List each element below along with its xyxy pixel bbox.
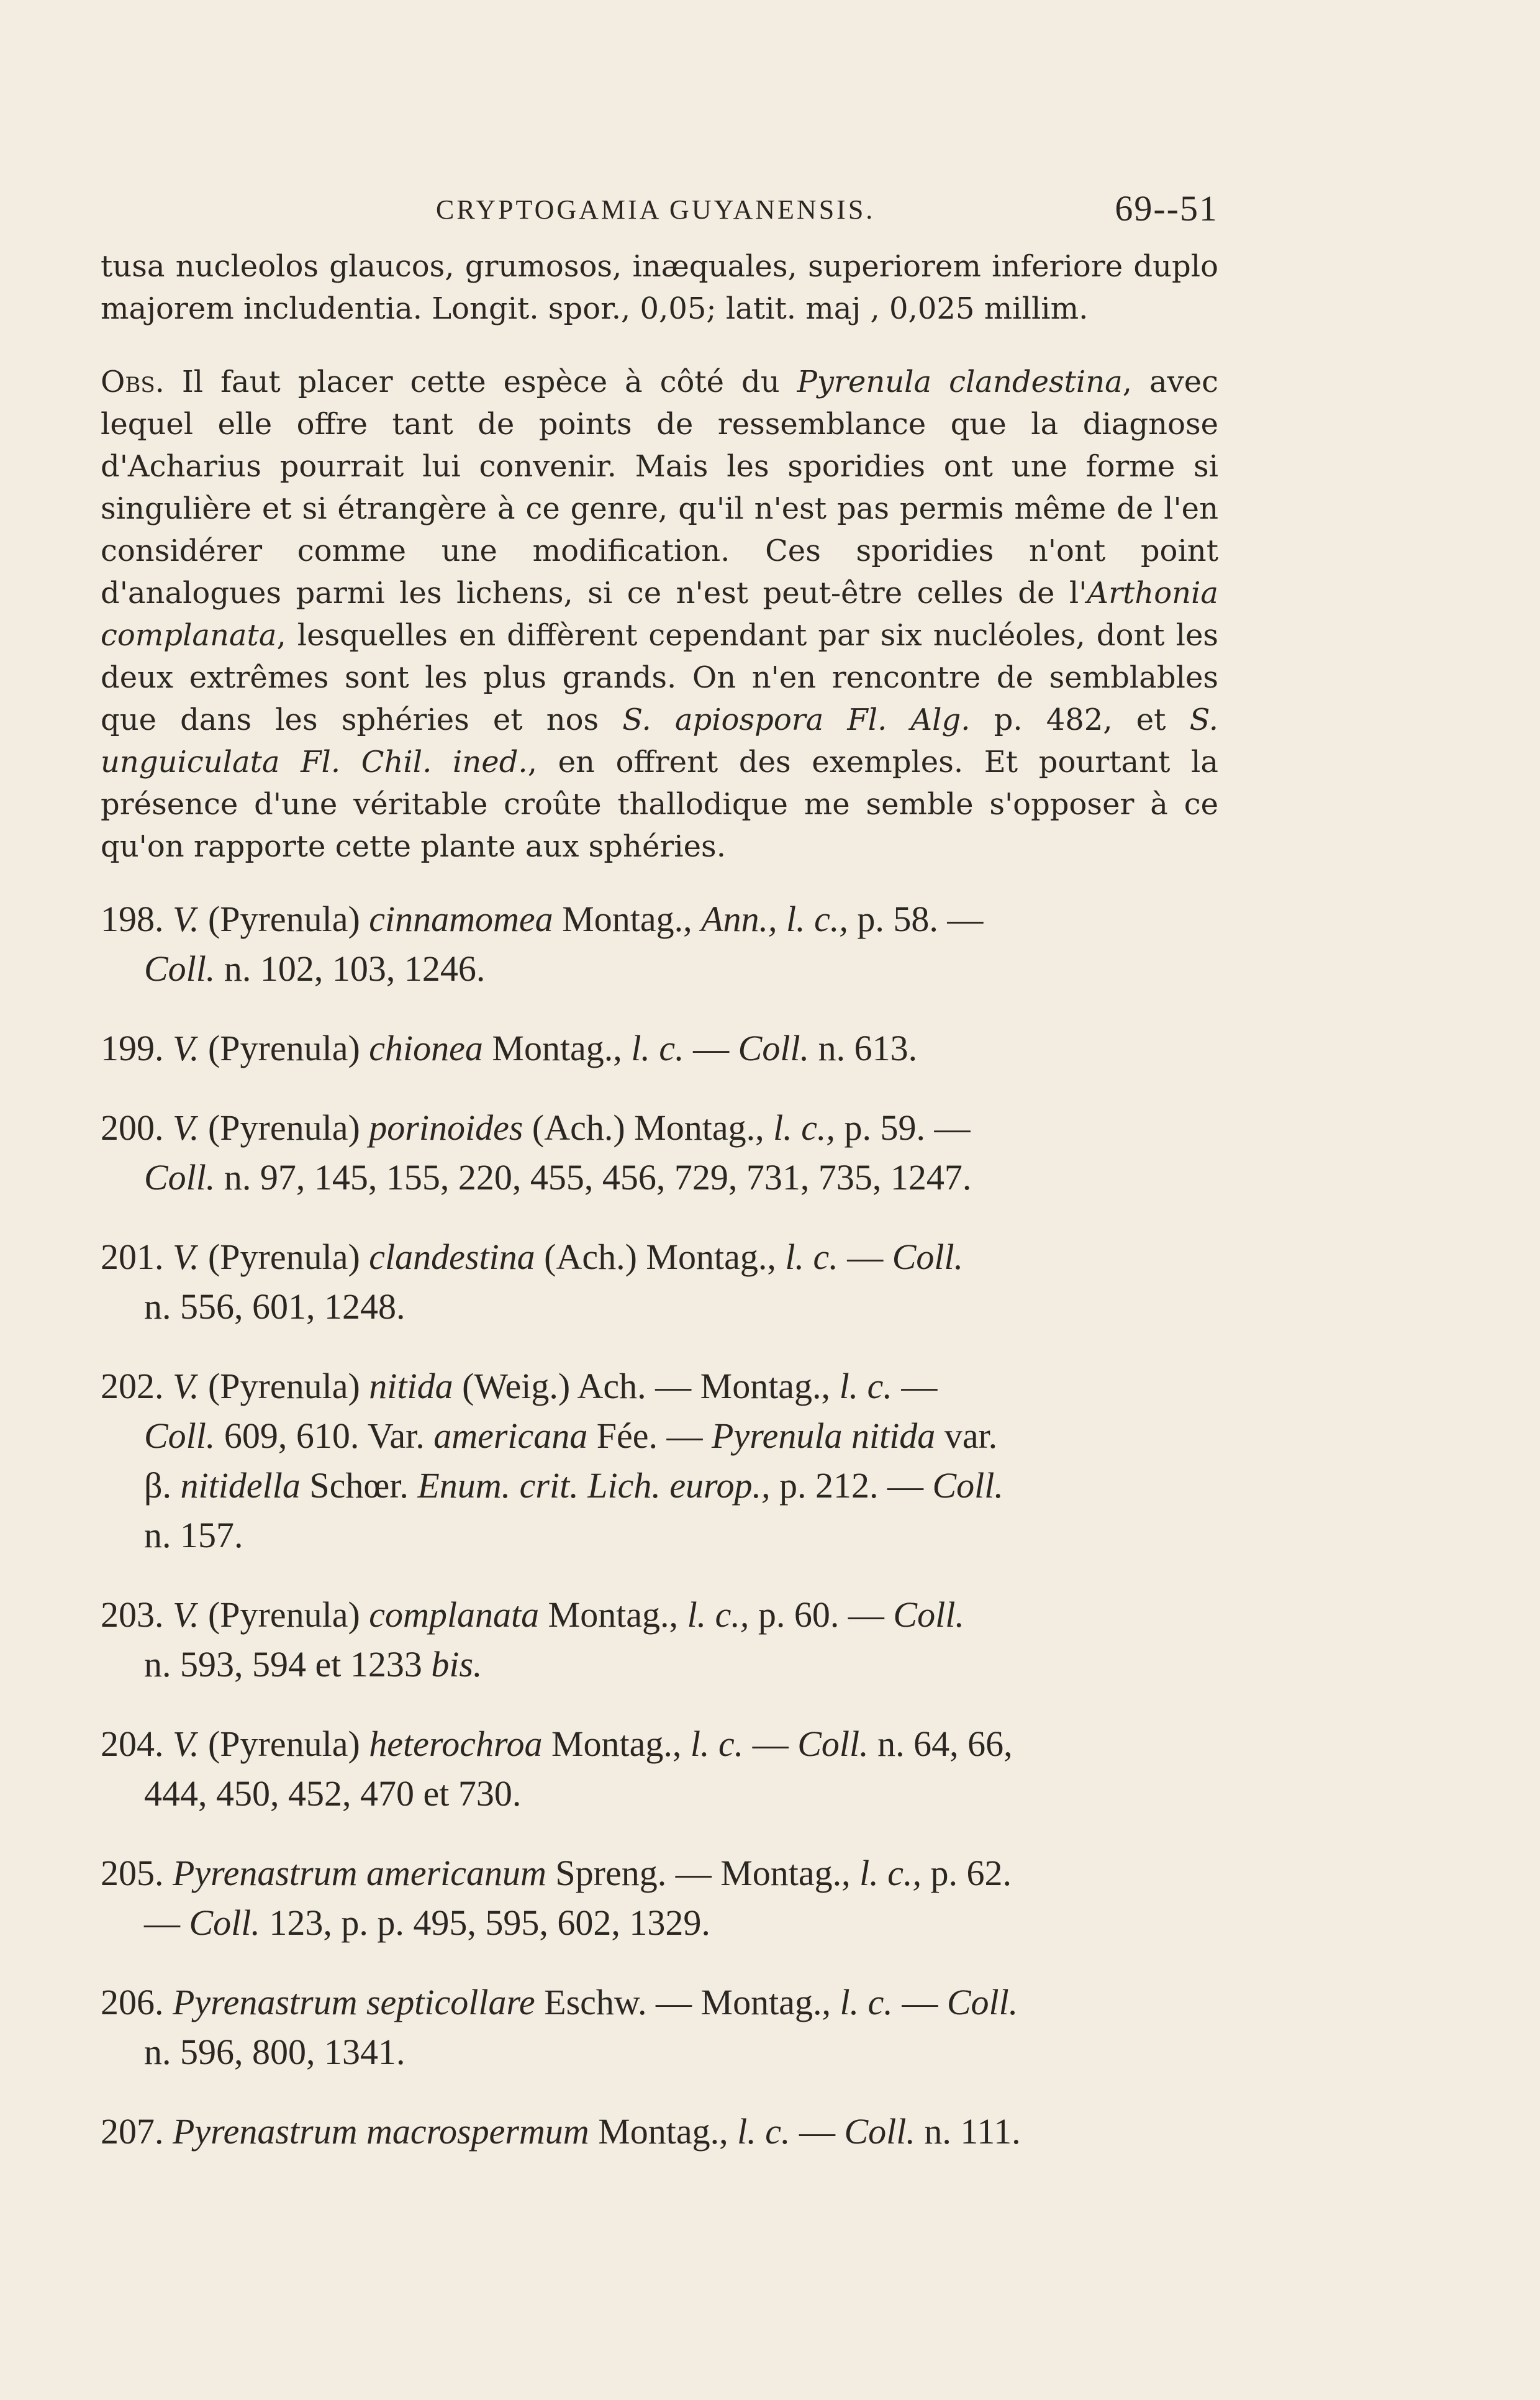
- italic-text: l. c.: [737, 2111, 790, 2152]
- italic-text: Coll.: [144, 1416, 215, 1456]
- entry-continuation-line: [101, 1282, 1218, 1332]
- species-entry: [101, 1848, 1218, 1948]
- italic-text: l. c.: [631, 1028, 684, 1068]
- italic-text: V.: [173, 1028, 199, 1068]
- italic-text: Coll.: [189, 1902, 260, 1943]
- italic-text: Pyrenastrum americanum: [173, 1853, 546, 1893]
- continuation-paragraph: tusa nucleolos glaucos, grumosos, inæquales, superiorem inferiore duplo majorem includentia. Longit. spor., 0,05; latit. maj , 0,025 millim.: [101, 249, 1218, 326]
- italic-text: Coll.: [738, 1028, 810, 1068]
- text: n. 596, 800, 1341.: [144, 2032, 405, 2072]
- entry-first-line: [101, 1848, 1218, 1898]
- text: —: [892, 1366, 938, 1406]
- observation-paragraph: Obs. Il faut placer cette espèce à côté du Pyrenula clandestina, avec lequel elle offre tant de points de ressemblance que la diagnose d'Acharius pourrait lui convenir. Mais les sporidies ont une forme si singulière et si étrangère à ce genre, qu'il n'est pas permis même de l'en considérer comme une modification. Ces sporidies n'ont point d'analogues parmi les lichens, si ce n'est peut-être celles de l'Arthonia complanata, lesquelles en diffèrent cependant par six nucléoles, dont les deux extrêmes sont les plus grands. On n'en rencontre de semblables que dans les sphéries et nos S. apiospora Fl. Alg. p. 482, et S. unguiculata Fl. Chil. ined., en offrent des exemples. Et pourtant la présence d'une véritable croûte thallodique me semble s'opposer à ce qu'on rapporte cette plante aux sphéries.: [101, 365, 1219, 864]
- italic-text: Coll.: [797, 1724, 869, 1764]
- italic-text: V.: [173, 1237, 199, 1277]
- species-entry: [101, 1590, 1218, 1689]
- entry-first-line: [101, 1978, 1218, 2027]
- italic-text: l. c.,: [773, 1107, 835, 1148]
- species-entry: [101, 1024, 1218, 1073]
- text: —: [144, 1902, 189, 1943]
- text: Spreng. — Montag.,: [546, 1853, 860, 1893]
- entry-first-line: [101, 1361, 1218, 1411]
- entry-continuation-line: [101, 2027, 1218, 2077]
- text: —: [838, 1237, 892, 1277]
- text: (Pyrenula): [199, 1724, 369, 1764]
- text: 609, 610. Var.: [215, 1416, 434, 1456]
- italic-text: Ann., l. c.,: [701, 899, 848, 939]
- text: n. 157.: [144, 1515, 243, 1555]
- text: Fée. —: [587, 1416, 712, 1456]
- entry-continuation-line: [101, 1153, 1218, 1202]
- text: n. 64, 66,: [868, 1724, 1013, 1764]
- italic-text: Pyrenastrum macrospermum: [173, 2111, 589, 2152]
- text: 205.: [101, 1853, 173, 1893]
- entry-first-line: [101, 894, 1218, 944]
- italic-text: V.: [173, 1724, 199, 1764]
- italic-text: Enum. crit. Lich. europ.,: [417, 1465, 771, 1506]
- italic-text: Coll.: [892, 1237, 964, 1277]
- italic-text: porinoides: [369, 1107, 523, 1148]
- text: (Pyrenula): [199, 1237, 369, 1277]
- italic-text: V.: [173, 1594, 199, 1635]
- text: β.: [144, 1465, 181, 1506]
- italic-text: l. c.: [785, 1237, 838, 1277]
- text: Montag.,: [589, 2111, 738, 2152]
- species-entry: [101, 1232, 1218, 1332]
- text: 123, p. p. 495, 595, 602, 1329.: [260, 1902, 710, 1943]
- text: 203.: [101, 1594, 173, 1635]
- italic-text: heterochroa: [369, 1724, 543, 1764]
- text: n. 613.: [809, 1028, 918, 1068]
- text: Montag.,: [553, 899, 702, 939]
- italic-text: chionea: [369, 1028, 483, 1068]
- text: (Pyrenula): [199, 1028, 369, 1068]
- text: 444, 450, 452, 470 et 730.: [144, 1773, 522, 1814]
- species-entry: [101, 1719, 1218, 1819]
- italic-text: l. c.,: [687, 1594, 750, 1635]
- entry-continuation-line: [101, 1461, 1218, 1511]
- italic-text: l. c.: [840, 1982, 893, 2022]
- italic-text: l. c.: [839, 1366, 892, 1406]
- entry-continuation-line: [101, 1511, 1218, 1560]
- italic-text: V.: [173, 1107, 199, 1148]
- entry-first-line: [101, 1232, 1218, 1282]
- entry-first-line: [101, 1590, 1218, 1640]
- italic-text: cinnamomea: [369, 899, 553, 939]
- italic-text: Coll.: [946, 1982, 1018, 2022]
- text: p. 212. —: [770, 1465, 933, 1506]
- text: (Weig.) Ach. — Montag.,: [453, 1366, 840, 1406]
- italic-text: Coll.: [932, 1465, 1003, 1506]
- italic-text: Pyrenula nitida: [712, 1416, 936, 1456]
- text: (Ach.) Montag.,: [523, 1107, 774, 1148]
- entry-continuation-line: [101, 1411, 1218, 1461]
- running-head: [101, 188, 1218, 237]
- text: 206.: [101, 1982, 173, 2022]
- text: (Ach.) Montag.,: [535, 1237, 786, 1277]
- species-entry-list: [101, 894, 1218, 2186]
- text: 199.: [101, 1028, 173, 1068]
- text: 202.: [101, 1366, 173, 1406]
- text: 201.: [101, 1237, 173, 1277]
- text: —: [684, 1028, 738, 1068]
- entry-continuation-line: [101, 944, 1218, 994]
- entry-continuation-line: [101, 1640, 1218, 1689]
- text: (Pyrenula): [199, 1366, 369, 1406]
- species-entry: [101, 2107, 1218, 2157]
- italic-text: bis.: [431, 1644, 482, 1684]
- text: (Pyrenula): [199, 1107, 369, 1148]
- italic-text: Coll.: [893, 1594, 964, 1635]
- text: n. 556, 601, 1248.: [144, 1286, 405, 1327]
- italic-text: Pyrenastrum septicollare: [173, 1982, 535, 2022]
- italic-text: americana: [433, 1416, 588, 1456]
- species-entry: [101, 1361, 1218, 1560]
- text: Schœr.: [300, 1465, 418, 1506]
- text: n. 593, 594 et 1233: [144, 1644, 432, 1684]
- text: p. 62.: [922, 1853, 1012, 1893]
- text: 204.: [101, 1724, 173, 1764]
- entry-first-line: [101, 1103, 1218, 1153]
- italic-text: V.: [173, 899, 199, 939]
- entry-first-line: [101, 2107, 1218, 2157]
- text: 198.: [101, 899, 173, 939]
- italic-text: Coll.: [144, 948, 215, 989]
- text: var.: [935, 1416, 998, 1456]
- text: Montag.,: [482, 1028, 632, 1068]
- text: p. 59. —: [835, 1107, 971, 1148]
- italic-text: nitida: [369, 1366, 453, 1406]
- obs-label: Obs.: [101, 365, 165, 399]
- text: (Pyrenula): [199, 899, 369, 939]
- text: p. 60. —: [749, 1594, 894, 1635]
- text: —: [743, 1724, 798, 1764]
- text: n. 102, 103, 1246.: [215, 948, 486, 989]
- description-text: [101, 245, 1218, 868]
- text: n. 111.: [915, 2111, 1021, 2152]
- entry-first-line: [101, 1719, 1218, 1769]
- text: (Pyrenula): [199, 1594, 369, 1635]
- entry-first-line: [101, 1024, 1218, 1073]
- italic-text: Coll.: [144, 1157, 215, 1198]
- italic-text: clandestina: [369, 1237, 535, 1277]
- text: —: [892, 1982, 947, 2022]
- species-entry: [101, 1103, 1218, 1202]
- species-entry: [101, 894, 1218, 994]
- running-head-title: CRYPTOGAMIA GUYANENSIS.: [436, 194, 876, 225]
- text: Montag.,: [542, 1724, 691, 1764]
- text: p. 58. —: [848, 899, 984, 939]
- text: —: [790, 2111, 845, 2152]
- text: 207.: [101, 2111, 173, 2152]
- italic-text: nitidella: [180, 1465, 301, 1506]
- italic-text: V.: [173, 1366, 199, 1406]
- text: 200.: [101, 1107, 173, 1148]
- page-number: 69--51: [1115, 188, 1218, 229]
- text: Eschw. — Montag.,: [535, 1982, 840, 2022]
- italic-text: l. c.: [690, 1724, 744, 1764]
- italic-text: complanata: [369, 1594, 540, 1635]
- text: n. 97, 145, 155, 220, 455, 456, 729, 731, 735, 1247.: [215, 1157, 972, 1198]
- italic-text: Coll.: [844, 2111, 915, 2152]
- italic-text: l. c.,: [859, 1853, 922, 1893]
- entry-continuation-line: [101, 1898, 1218, 1948]
- species-entry: [101, 1978, 1218, 2077]
- entry-continuation-line: [101, 1769, 1218, 1819]
- text: Montag.,: [539, 1594, 687, 1635]
